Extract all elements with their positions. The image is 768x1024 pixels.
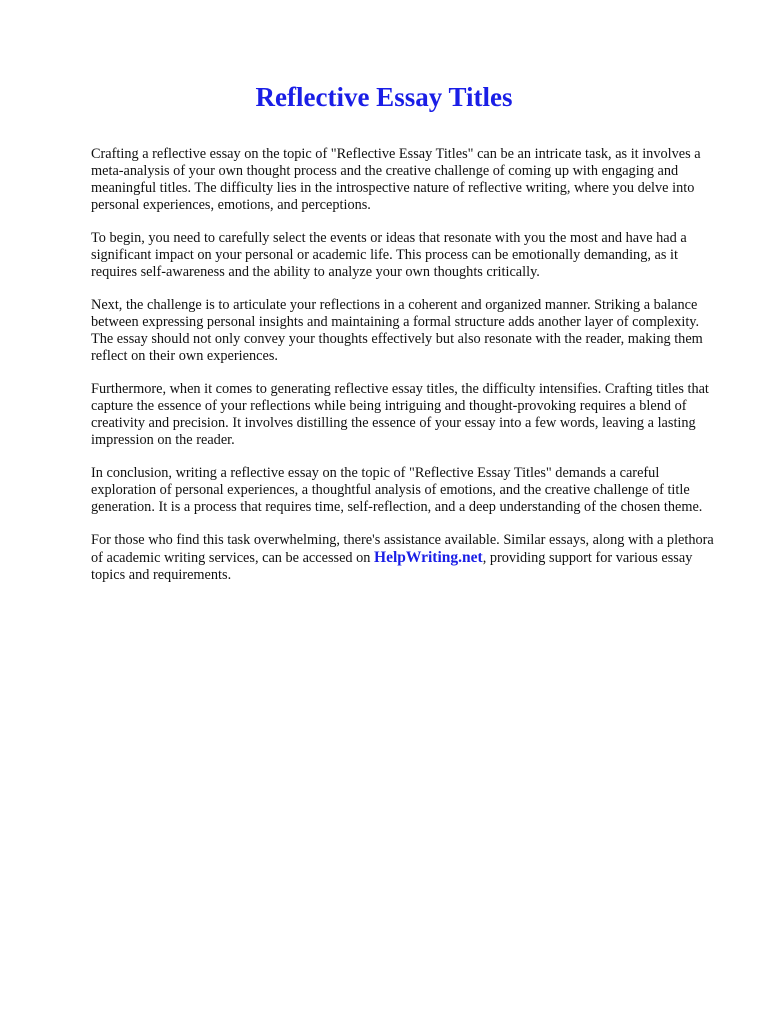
paragraph-conclusion: In conclusion, writing a reflective essay on the topic of "Reflective Essay Titles" demands a careful exploration of personal experiences, a thoughtful analysis of emotions, and the creative challenge of title generation. It is a process that requires time, self-reflection, and a deep understanding of the chosen theme. <box>91 465 703 515</box>
paragraph-next: Next, the challenge is to articulate your reflections in a coherent and organized manner. Striking a balance between expressing personal insights and maintaining a formal structure adds another layer of complexity. The essay should not only convey your thoughts effectively but also resonate with the reader, making them reflect on their own experiences. <box>91 297 703 364</box>
paragraph-intro: Crafting a reflective essay on the topic of "Reflective Essay Titles" can be an intricate task, as it involves a meta-analysis of your own thought process and the creative challenge of coming up with engaging and meaningful titles. The difficulty lies in the introspective nature of reflective writing, where you delve into personal experiences, emotions, and perceptions. <box>91 146 701 213</box>
paragraph-begin: To begin, you need to carefully select the events or ideas that resonate with you the most and have had a significant impact on your personal or academic life. This process can be emotionally demanding, as it requires self-awareness and the ability to analyze your own thoughts critically. <box>91 230 687 280</box>
paragraph-furthermore: Furthermore, when it comes to generating reflective essay titles, the difficulty intensifies. Crafting titles that capture the essence of your reflections while being intriguing and thought-provoking requires a blend of creativity and precision. It involves distilling the essence of your essay into a few words, leaving a lasting impression on the reader. <box>91 381 709 448</box>
helpwriting-link[interactable]: HelpWriting.net <box>374 549 483 566</box>
assistance-text-before: For those who find this task overwhelming, there's assistance available. Similar essays, along with a plethora of academic writing services, can be accessed on <box>91 532 714 566</box>
assistance-text-after: , providing support for various essay topics and requirements. <box>91 550 693 583</box>
document-title: Reflective Essay Titles <box>255 82 513 112</box>
document-body <box>91 146 721 600</box>
paragraph-assistance <box>91 532 721 584</box>
